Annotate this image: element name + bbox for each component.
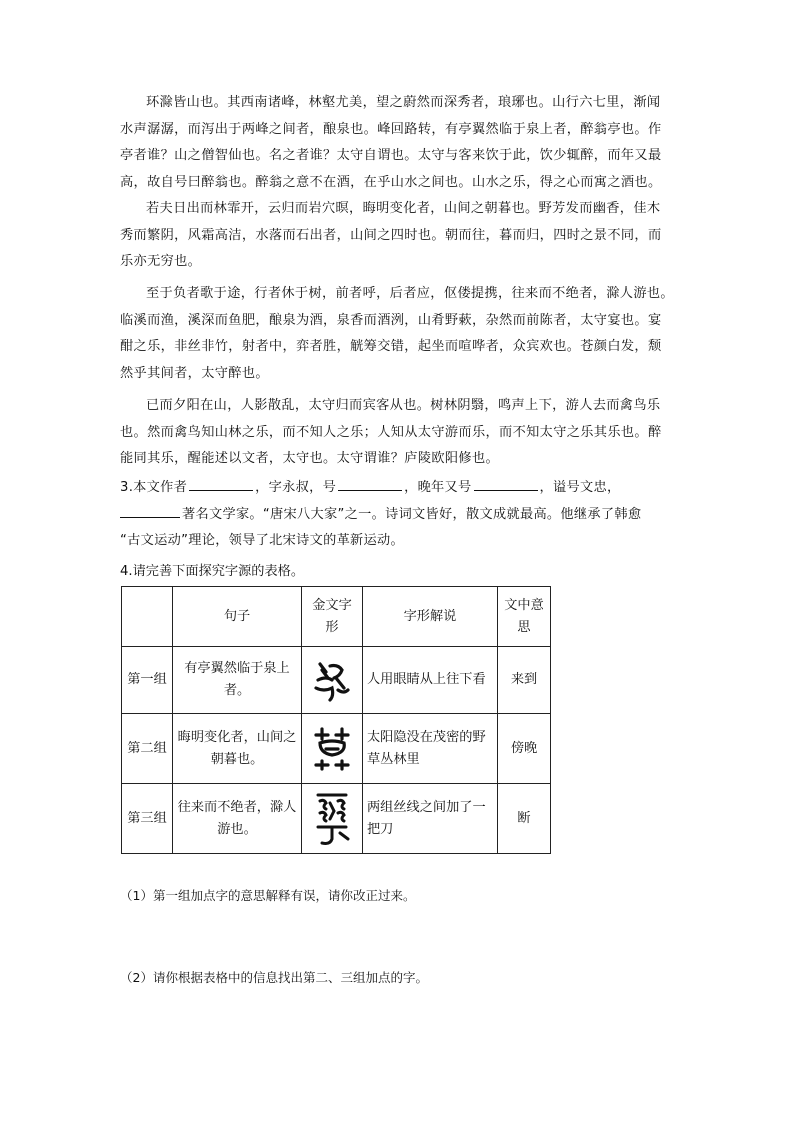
- text-line: 酣之乐，非丝非竹，射者中，弈者胜，觥筹交错，起坐而喧哗者，众宾欢也。苍颜白发，颓: [120, 339, 662, 355]
- text-line: 能同其乐，醒能述以文者，太守也。太守谓谁？庐陵欧阳修也。: [120, 451, 500, 467]
- text-line: 若夫日出而林霏开，云归而岩穴暝，晦明变化者，山间之朝暮也。野芳发而幽香，佳木: [146, 201, 661, 216]
- table-header-jinwen: 金文字形: [302, 587, 363, 647]
- question-3-text: 著名文学家。“唐宋八大家”之一。诗词文皆好，散文成就最高。他继承了韩愈: [182, 506, 642, 522]
- question-3: [120, 475, 680, 555]
- question-3-line-1: [120, 475, 680, 502]
- explain-cell: 太阳隐没在茂密的野草丛林里: [363, 714, 498, 784]
- table-header-explain: 字形解说: [363, 587, 498, 647]
- text-line: 亭者谁？山之僧智仙也。名之者谁？太守自谓也。太守与客来饮于此，饮少辄醉，而年又最: [120, 148, 662, 164]
- text-line: 也。然而禽鸟知山林之乐，而不知人之乐；人知从太守游而乐，而不知太守之乐其乐也。醉: [120, 424, 662, 440]
- group-label: 第二组: [122, 714, 173, 784]
- sentence-cell: 晦明变化者，山间之朝暮也。: [173, 714, 302, 784]
- passage-paragraph-3: [120, 281, 680, 387]
- question-3-text: ，字永叔，号: [255, 480, 337, 495]
- text-line: 水声潺潺，而泻出于两峰之间者，酿泉也。峰回路转，有亭翼然临于泉上者，醉翁亭也。作: [120, 121, 662, 137]
- table-row: [122, 714, 551, 784]
- group-label: 第三组: [122, 784, 173, 854]
- text-line: 乐亦无穷也。: [120, 254, 202, 270]
- text-line: 已而夕阳在山，人影散乱，太守归而宾客从也。树林阴翳，鸣声上下，游人去而禽鸟乐: [146, 398, 661, 413]
- text-line: 环滁皆山也。其西南诸峰，林壑尤美，望之蔚然而深秀者，琅琊也。山行六七里，渐闻: [146, 95, 661, 110]
- text-line: 然乎其间者，太守醉也。: [120, 365, 269, 381]
- meaning-cell: 傍晚: [498, 714, 551, 784]
- meaning-cell: 来到: [498, 647, 551, 714]
- table-header-sentence: 句子: [173, 587, 302, 647]
- answer-blank-late-hao[interactable]: [474, 476, 538, 491]
- answer-blank-hao[interactable]: [338, 476, 402, 491]
- table-header-meaning: 文中意思: [498, 587, 551, 647]
- question-3-text: ，晚年又号: [404, 480, 472, 495]
- question-3-text: ，谥号文忠，: [539, 480, 621, 495]
- group-label: 第一组: [122, 647, 173, 714]
- question-3-line-2: [120, 502, 680, 529]
- sentence-cell: 有亭翼然临于泉上者。: [173, 647, 302, 714]
- answer-blank-author[interactable]: [189, 476, 253, 491]
- sub-question-1: （1）第一组加点字的意思解释有误，请你改正过来。: [120, 888, 416, 903]
- passage-paragraph-4: [120, 393, 680, 473]
- jinwen-glyph-cell: [302, 714, 363, 784]
- question-3-text: “古文运动”理论，领导了北宋诗文的革新运动。: [120, 533, 405, 549]
- text-line: 临溪而渔，溪深而鱼肥，酿泉为酒，泉香而酒洌，山肴野蔌，杂然而前陈者，太守宴也。宴: [120, 312, 662, 328]
- etymology-table: [121, 586, 551, 854]
- passage-paragraph-2: [120, 196, 680, 276]
- text-line: 至于负者歌于途，行者休于树，前者呼，后者应，伛偻提携，往来而不绝者，滁人游也。: [146, 286, 674, 301]
- lin-jinwen-glyph: [312, 658, 352, 702]
- text-line: 高，故自号曰醉翁也。醉翁之意不在酒，在乎山水之间也。山水之乐，得之心而寓之酒也。: [120, 174, 662, 190]
- mu-jinwen-glyph: [312, 725, 352, 773]
- table-row: [122, 647, 551, 714]
- question-4-prompt: 4.请完善下面探究字源的表格。: [120, 564, 305, 579]
- meaning-cell: 断: [498, 784, 551, 854]
- explain-cell: 人用眼睛从上往下看: [363, 647, 498, 714]
- sub-question-2: （2）请你根据表格中的信息找出第二、三组加点的字。: [120, 970, 428, 985]
- table-header-row: [122, 587, 551, 647]
- passage-paragraph-1: [120, 90, 680, 196]
- answer-blank-dynasty[interactable]: [120, 503, 180, 518]
- sentence-cell: 往来而不绝者，滁人游也。: [173, 784, 302, 854]
- jinwen-glyph-cell: [302, 784, 363, 854]
- explain-cell: 两组丝线之间加了一把刀: [363, 784, 498, 854]
- jinwen-glyph-cell: [302, 647, 363, 714]
- question-3-text: 3.本文作者: [120, 480, 188, 495]
- jue-jinwen-glyph: [312, 791, 352, 847]
- table-header-empty: [122, 587, 173, 647]
- text-line: 秀而繁阴，风霜高洁，水落而石出者，山间之四时也。朝而往，暮而归，四时之景不同，而: [120, 227, 662, 243]
- table-row: [122, 784, 551, 854]
